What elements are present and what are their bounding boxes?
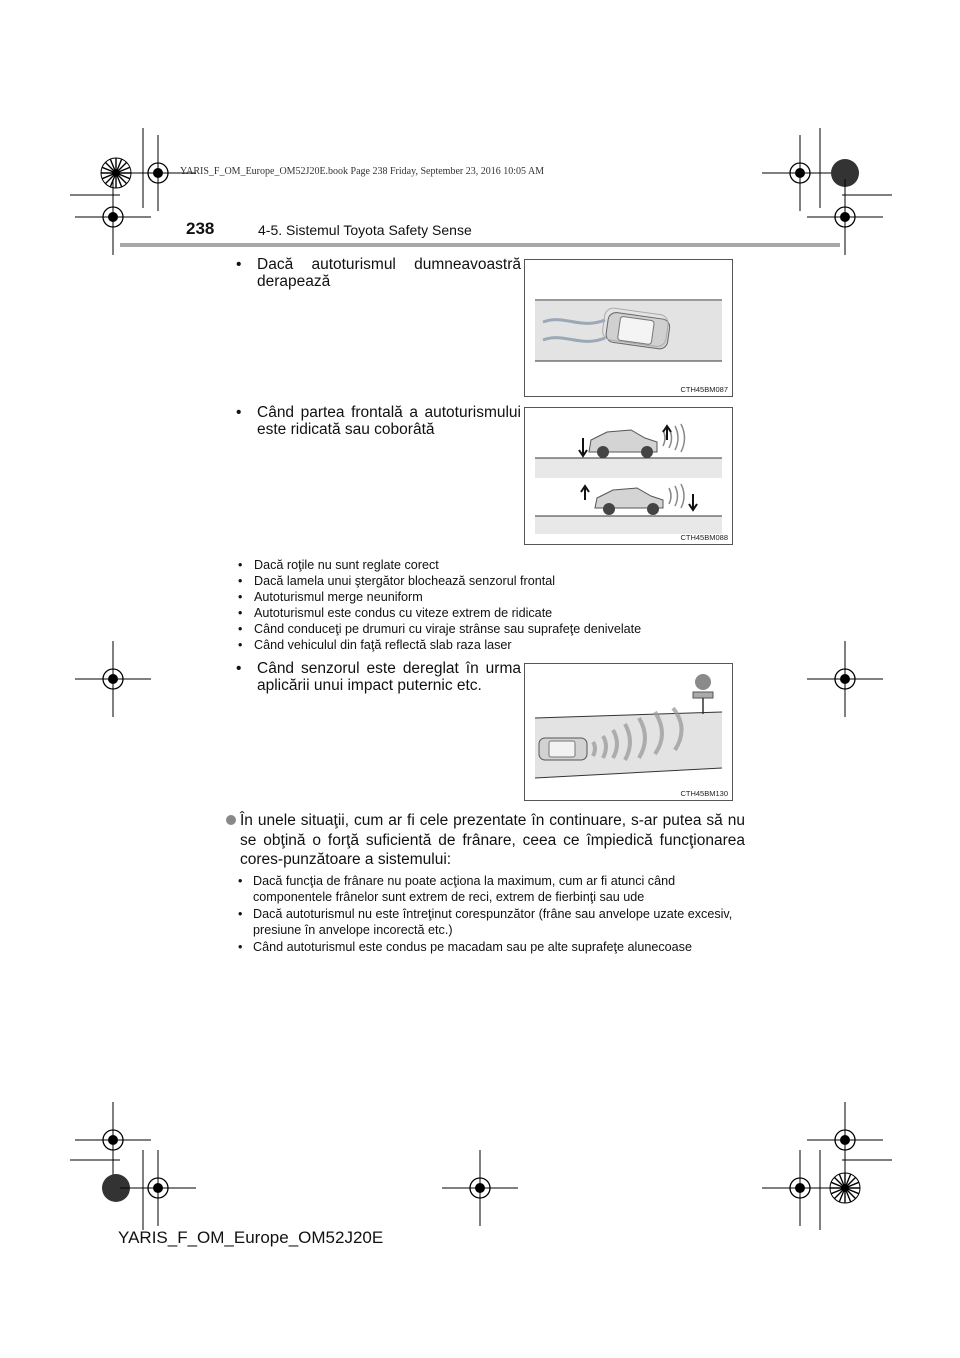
- list-item: • Când vehiculul din faţă reflectă slab raza laser: [238, 638, 512, 652]
- book-info-line: YARIS_F_OM_Europe_OM52J20E.book Page 238 Friday, September 23, 2016 10:05 AM: [180, 166, 545, 177]
- figure-label-1: CTH45BM087: [680, 385, 728, 394]
- sensor-misaligned-illustration: [525, 664, 732, 800]
- list-item: • Autoturismul este condus cu viteze extrem de ridicate: [238, 606, 553, 620]
- figure-label-3: CTH45BM130: [680, 789, 728, 798]
- skidding-car-illustration: [525, 260, 732, 396]
- bullet-skid: • Dacă autoturismul dumneavoastră derapează: [236, 256, 521, 290]
- bullet-sensor-misaligned: • Când senzorul este dereglat în urma aplicării unui impact puternic etc.: [236, 660, 521, 694]
- figure-sensor-misaligned: [524, 663, 733, 801]
- bullet-front-raised: • Când partea frontală a autoturismului este ridicată sau coborâtă: [236, 404, 521, 438]
- car-bottom: [581, 484, 697, 515]
- list-item: • Autoturismul merge neuniform: [238, 590, 423, 604]
- list-item: • Când conduceţi pe drumuri cu viraje strânse sau suprafeţe denivelate: [238, 622, 642, 636]
- sub-item-brake-cold: • Dacă funcţia de frânare nu poate acţiona la maximum, cum ar fi atunci când componentele frânelor sunt extrem de reci, extrem de fierbinţi sau ude: [238, 874, 676, 904]
- figure-raised-lowered-car: [524, 407, 733, 545]
- list-item: • Dacă roţile nu sunt reglate corect: [238, 558, 439, 572]
- raised-lowered-car-illustration: [525, 408, 732, 544]
- paragraph-text: În unele situaţii, cum ar fi cele prezentate în continuare, s-ar putea să nu se obţină o forţă suficientă de frânare, ceea ce împiedică funcţionarea cores-punzătoare a sistemului:: [240, 812, 745, 868]
- bullet-skid-text: Dacă autoturismul dumneavoastră derapează: [257, 256, 521, 290]
- section-dot-icon: [226, 815, 236, 825]
- figure-label-2: CTH45BM088: [680, 533, 728, 542]
- bullet-sensor-text: Când senzorul este dereglat în urma aplicării unui impact puternic etc.: [257, 660, 521, 694]
- sub-item-maintenance: • Dacă autoturismul nu este întreţinut corespunzător (frâne sau anvelope uzate excesiv, presiune în anvelope incorectă etc.): [238, 907, 733, 937]
- bullet-front-raised-text: Când partea frontală a autoturismului este ridicată sau coborâtă: [257, 404, 521, 438]
- footer-document-id: YARIS_F_OM_Europe_OM52J20E: [118, 1228, 384, 1247]
- car-top: [579, 424, 685, 458]
- sub-item-gravel: • Când autoturismul este condus pe macadam sau pe alte suprafeţe alunecoase: [238, 940, 692, 954]
- braking-force-paragraph: [226, 811, 745, 870]
- section-title: 4-5. Sistemul Toyota Safety Sense: [258, 222, 472, 238]
- small-list: [238, 557, 641, 653]
- figure-skidding-car: [524, 259, 733, 397]
- list-item: • Dacă lamela unui ştergător blochează senzorul frontal: [238, 574, 556, 588]
- page-number: 238: [186, 219, 215, 238]
- header-rule: [120, 243, 840, 247]
